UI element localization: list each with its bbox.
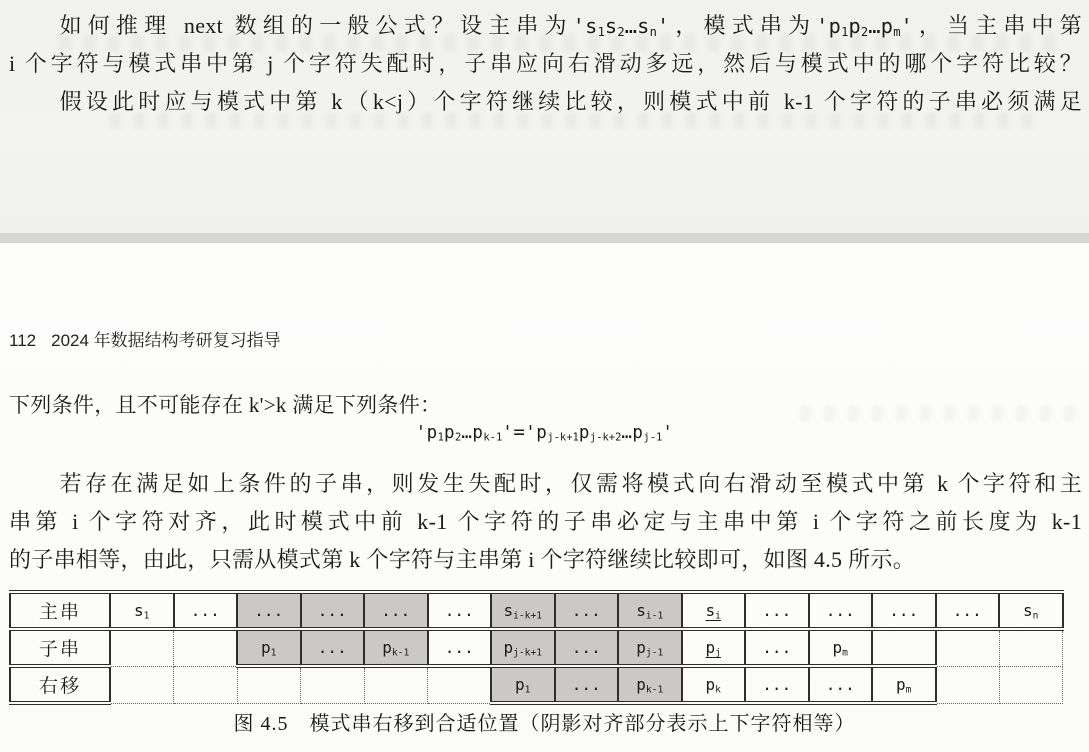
paragraph-line: 串第 i 个字符对齐，此时模式中前 k-1 个字符的子串必定与主串中第 i 个字符之前长度为 k-1 [9,509,1082,534]
table-cell: $p_1$ [237,629,301,666]
kmp-condition-formula: '$p_1p_2\dots p_{k-1}'='p_{j-k+1}p_{j-k+2}\dots p_{j-1}$' [415,421,674,444]
table-cell: ... [428,629,492,666]
page-number: 112 [9,331,37,350]
table-cell: $p_m$ [872,666,936,703]
table-cell [174,629,238,666]
table-row [10,592,1063,629]
table-cell [936,629,1000,666]
paragraph-line: i 个字符与模式串中第 j 个字符失配时，子串应向右滑动多远，然后与模式中的哪个字符比较？ [9,51,1082,76]
table-cell [999,666,1063,703]
figure-caption: 图 4.5 模式串右移到合适位置（阴影对齐部分表示上下字符相等） [233,713,856,735]
table-cell: ... [745,666,809,703]
table-cell: $p_1$ [491,666,555,703]
paragraph-line: 如何推理 next 数组的一般公式？设主串为'$s_1s_2\dots s_n$'，模式串为'$p_1p_2\dots p_m$'，当主串中第 [59,13,1082,40]
table-cell: $s_{i-1}$ [618,592,682,629]
paragraph-line: 假设此时应与模式中第 k（k<j）个字符继续比较，则模式中前 k-1 个字符的子串必须满足 [59,89,1082,114]
body-paragraph [9,465,1082,579]
table-cell: ... [555,666,619,703]
book-title: 2024 年数据结构考研复习指导 [51,331,281,350]
figure-table [9,590,1064,705]
table-cell: $p_{k-1}$ [364,629,428,666]
table-cell: ... [174,592,238,629]
paragraph-line: 若存在满足如上条件的子串，则发生失配时，仅需将模式向右滑动至模式中第 k 个字符和主 [59,471,1082,496]
table-cell: ... [809,592,873,629]
current-page-fragment [0,243,1089,752]
table-cell: $s_i$ [682,592,746,629]
table-cell [428,666,492,703]
table-cell [936,666,1000,703]
running-header [9,326,281,351]
row-label: 右移 [10,666,110,703]
table-cell: ... [745,592,809,629]
table-cell [872,629,936,666]
table-cell: ... [555,629,619,666]
table-cell: $s_n$ [999,592,1063,629]
table-cell: $p_{j-k+1}$ [491,629,555,666]
table-cell: $p_{j-1}$ [618,629,682,666]
figure-4-5 [9,590,1064,705]
table-cell [110,666,174,703]
table-cell: $s_{i-k+1}$ [491,592,555,629]
table-cell [999,629,1063,666]
table-cell: ... [428,592,492,629]
table-cell [301,666,365,703]
table-cell: $p_j$ [682,629,746,666]
table-cell: ... [745,629,809,666]
table-cell: ... [872,592,936,629]
row-label: 子串 [10,629,110,666]
condition-text: 下列条件，且不可能存在 k'>k 满足下列条件： [9,393,442,417]
table-row [10,666,1063,703]
page-divider-band [0,233,1089,243]
table-cell [237,666,301,703]
table-cell [110,629,174,666]
previous-page-fragment [0,0,1089,233]
intro-paragraph [9,7,1082,121]
table-cell: ... [809,666,873,703]
table-cell: $p_k$ [682,666,746,703]
table-cell [364,666,428,703]
table-cell: $p_{k-1}$ [618,666,682,703]
table-cell: $p_m$ [809,629,873,666]
table-cell [174,666,238,703]
table-cell: ... [936,592,1000,629]
table-row [10,629,1063,666]
table-cell: $s_1$ [110,592,174,629]
table-cell: ... [555,592,619,629]
paragraph-line: 的子串相等，由此，只需从模式第 k 个字符与主串第 i 个字符继续比较即可，如图 4.5 所示。 [9,547,916,572]
row-label: 主串 [10,592,110,629]
table-cell: ... [301,592,365,629]
table-cell: ... [301,629,365,666]
table-cell: ... [237,592,301,629]
table-cell: ... [364,592,428,629]
